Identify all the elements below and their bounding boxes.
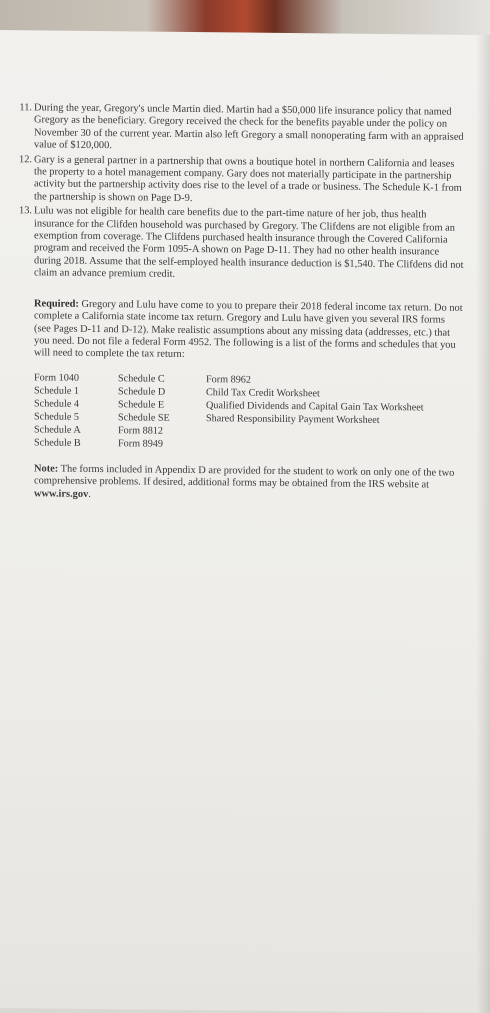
irs-website-link: www.irs.gov: [34, 487, 89, 500]
note-text: The forms included in Appendix D are provided for the student to work on only one of the two comprehensive problems. If desired, additional forms may be obtained from the IRS website at: [34, 463, 455, 491]
form-entry: Shared Responsibility Payment Worksheet: [206, 412, 380, 426]
problem-item-12: [16, 154, 464, 208]
item-number: 12.: [19, 153, 32, 165]
textbook-page: [0, 30, 490, 1013]
note-section: [16, 463, 464, 505]
form-entry: Schedule C: [118, 372, 165, 385]
form-entry: Schedule 5: [34, 411, 79, 423]
form-entry: Schedule 1: [34, 385, 79, 397]
page-content: [16, 102, 464, 505]
item-number: 11.: [19, 102, 32, 114]
problem-item-13: [16, 205, 464, 284]
page-spine-shadow: [476, 35, 490, 1013]
required-text: Gregory and Lulu have come to you to prepare their 2018 federal income tax return. Do not complete a California state income tax return. Gregory and Lulu have given you several IRS forms (see Pages D-11 and D-12). Make realistic assumptions about any missing data (addresses, etc.) that you need. Do not file a federal Form 4952. The following is a list of the forms and schedules that you will need to complete the tax return:: [34, 298, 463, 361]
form-entry: Schedule B: [34, 437, 81, 449]
form-entry: Form 8812: [118, 424, 163, 437]
form-entry: Schedule 4: [34, 398, 79, 410]
form-entry: Form 8949: [118, 437, 163, 450]
form-entry: Schedule A: [34, 424, 81, 436]
required-label: Required:: [34, 298, 79, 310]
form-entry: Form 8962: [206, 373, 251, 386]
item-number: 13.: [19, 205, 32, 217]
problem-item-11: [16, 102, 464, 156]
form-entry: Form 1040: [34, 372, 79, 384]
form-entry: Schedule SE: [118, 411, 170, 424]
forms-list: [34, 372, 464, 454]
form-entry: Child Tax Credit Worksheet: [206, 386, 320, 400]
required-section: [16, 298, 464, 365]
form-entry: [206, 439, 464, 454]
form-entry: Qualified Dividends and Capital Gain Tax Worksheet: [206, 399, 424, 414]
note-label: Note:: [34, 463, 59, 475]
note-end: .: [88, 488, 91, 500]
item-text: Gary is a general partner in a partnership that owns a boutique hotel in northern California and leases the property to a hotel management company. Gary does not materially participate in the partnership activity but the partnership activity does rise to the level of a trade or business. The Schedule K-1 from the partnership is shown on Page D-9.: [34, 153, 462, 204]
form-entry: Schedule D: [118, 385, 166, 398]
item-text: Lulu was not eligible for health care benefits due to the part-time nature of her job, thus health insurance for the Clifden household was purchased by Gregory. The Clifdens are not eligible from an exemption from coverage. The Clifdens purchased health insurance through the Covered California program and received the Form 1095-A shown on Page D-11. They had no other health insurance during 2018. Assume that the self-employed health insurance deduction is $1,540. The Clifdens did not claim an advance premium credit.: [34, 205, 464, 281]
form-entry: Schedule E: [118, 398, 165, 411]
item-text: During the year, Gregory's uncle Martin died. Martin had a $50,000 life insurance policy that named Gregory as the beneficiary. Gregory received the check for the benefits payable under the policy on November 30 of the current year. Martin also left Gregory a small nonoperating farm with an appraised value of $120,000.: [34, 102, 464, 152]
